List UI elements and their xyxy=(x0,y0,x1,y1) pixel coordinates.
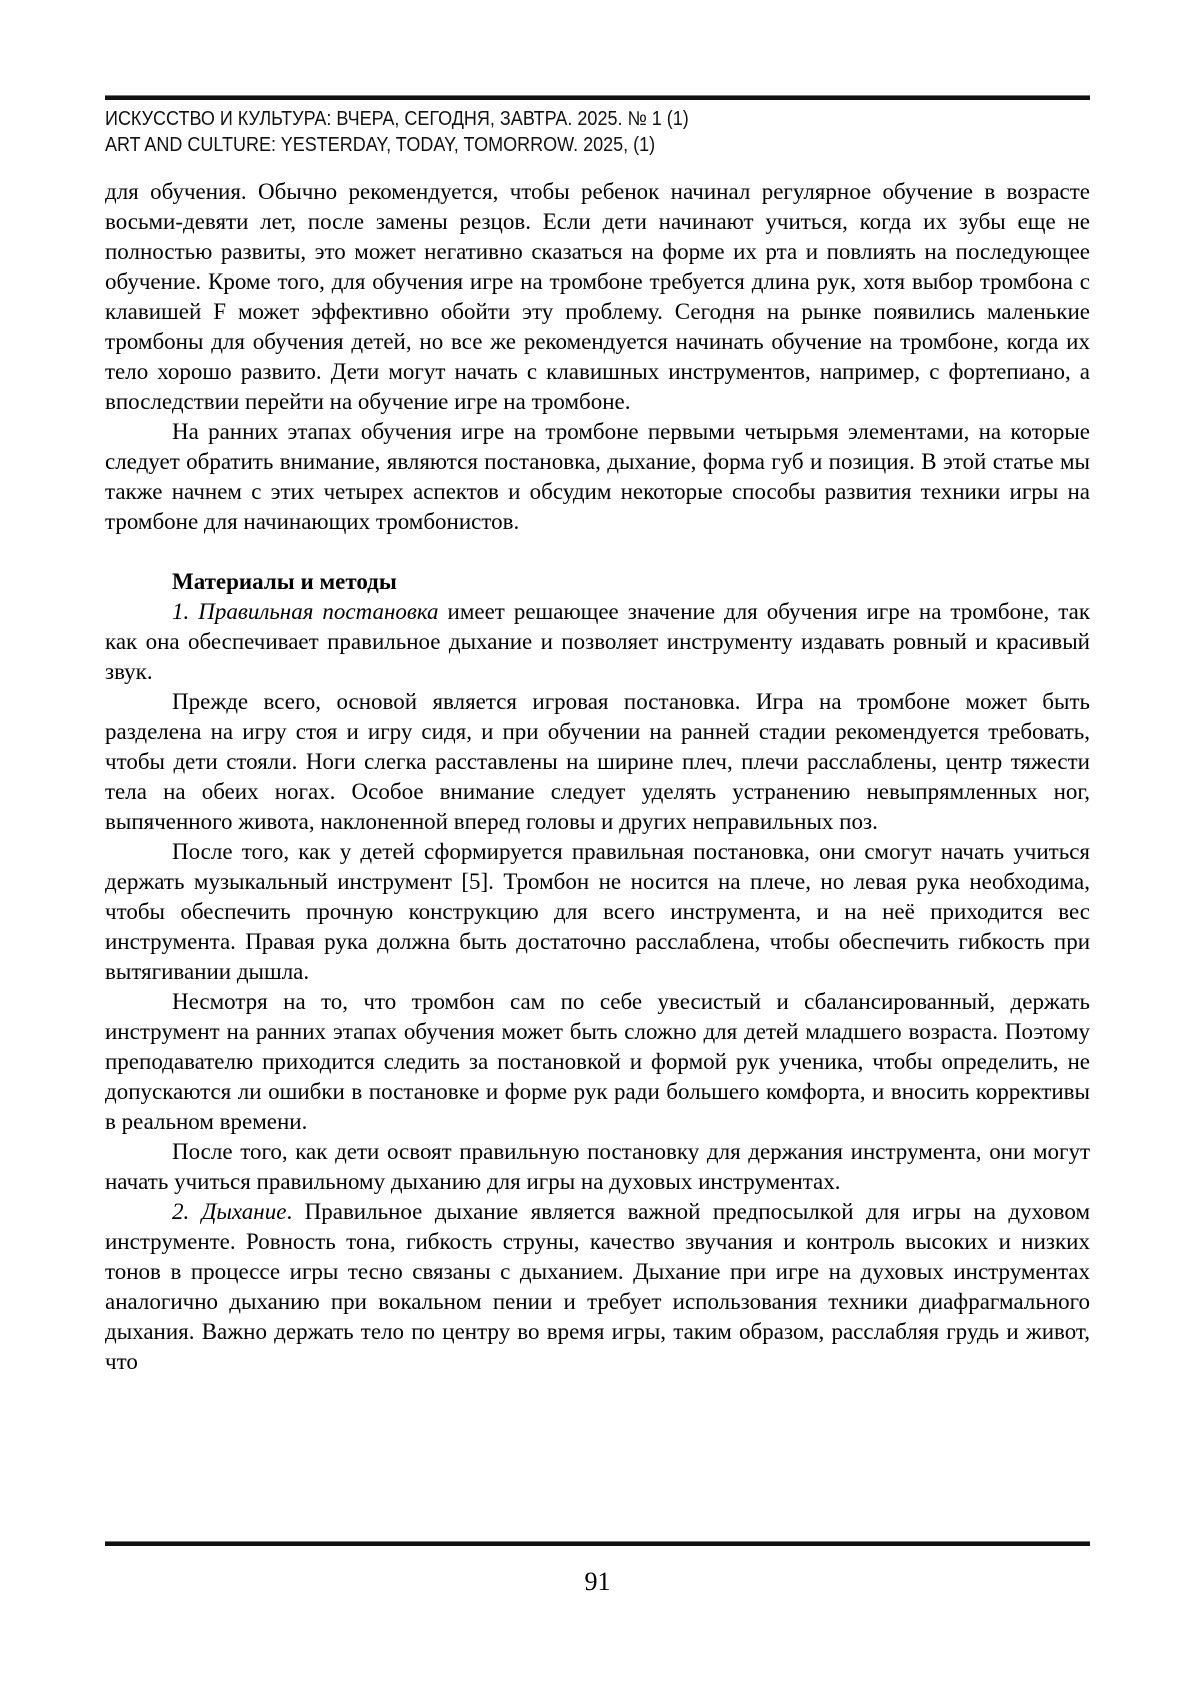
journal-header xyxy=(105,106,992,158)
text-run: для обучения. Обычно рекомендуется, чтобы ребенок начинал регулярное обучение в возрасте восьми-девяти лет, после замены резцов. Если дети начинают учиться, когда их зубы еще не полностью развиты, это может негативно сказаться на форме их рта и повлиять на последующее обучение. Кроме того, для обучения игре на тромбоне требуется длина рук, хотя выбор тромбона с клавишей F может эффективно обойти эту проблему. Сегодня на рынке появились маленькие тромбоны для обучения детей, но все же рекомендуется начинать обучение на тромбоне, когда их тело хорошо развито. Дети могут начать с клавишных инструментов, например, с фортепиано, а впоследствии перейти на обучение игре на тромбоне. xyxy=(105,179,1090,414)
footer-rule xyxy=(105,1541,1090,1546)
paragraph xyxy=(105,837,1090,987)
text-run: После того, как у детей сформируется правильная постановка, они смогут начать учиться держать музыкальный инструмент [5]. Тромбон не носится на плече, но левая рука необходима, чтобы обеспечить прочную конструкцию для всего инструмента, и на неё приходится вес инструмента. Правая рука должна быть достаточно расслаблена, чтобы обеспечить гибкость при вытягивании дышла. xyxy=(105,839,1090,984)
page-number: 91 xyxy=(584,1567,611,1596)
text-run: На ранних этапах обучения игре на тромбоне первыми четырьмя элементами, на которые следует обратить внимание, являются постановка, дыхание, форма губ и позиция. В этой статье мы также начнем с этих четырех аспектов и обсудим некоторые способы развития техники игры на тромбоне для начинающих тромбонистов. xyxy=(105,419,1090,534)
section-heading xyxy=(105,567,1090,597)
paragraph xyxy=(105,1137,1090,1197)
journal-title-en: ART AND CULTURE: YESTERDAY, TODAY, TOMORROW. 2025, (1) xyxy=(105,134,656,156)
italic-run: 1. Правильная постановка xyxy=(172,599,439,624)
text-run: Прежде всего, основой является игровая постановка. Игра на тромбоне может быть разделена на игру стоя и игру сидя, и при обучении на ранней стадии рекомендуется требовать, чтобы дети стояли. Ноги слегка расставлены на ширине плеч, плечи расслаблены, центр тяжести тела на обеих ногах. Особое внимание следует уделять устранению невыпрямленных ног, выпяченного живота, наклоненной вперед головы и других неправильных поз. xyxy=(105,689,1090,834)
italic-run: 2. Дыхание xyxy=(172,1199,287,1224)
paragraph xyxy=(105,417,1090,537)
journal-title-ru: ИСКУССТВО И КУЛЬТУРА: ВЧЕРА, СЕГОДНЯ, ЗАВТРА. 2025. № 1 (1) xyxy=(105,108,689,130)
text-run: Несмотря на то, что тромбон сам по себе увесистый и сбалансированный, держать инструмент на ранних этапах обучения может быть сложно для детей младшего возраста. Поэтому преподавателю приходится следить за постановкой и формой рук ученика, чтобы определить, не допускаются ли ошибки в постановке и форме рук ради большего комфорта, и вносить коррективы в реальном времени. xyxy=(105,989,1090,1134)
text-run: После того, как дети освоят правильную постановку для держания инструмента, они могут начать учиться правильному дыханию для игры на духовых инструментах. xyxy=(105,1139,1090,1194)
article-body xyxy=(105,177,1090,1377)
header-rule xyxy=(105,95,1090,100)
paragraph xyxy=(105,597,1090,687)
paragraph xyxy=(105,177,1090,417)
paragraph xyxy=(105,687,1090,837)
paragraph xyxy=(105,987,1090,1137)
text-run: . Правильное дыхание является важной предпосылкой для игры на духовом инструменте. Ровность тона, гибкость струны, качество звучания и контроль высоких и низких тонов в процессе игры тесно связаны с дыханием. Дыхание при игре на духовых инструментах аналогично дыханию при вокальном пении и требует использования техники диафрагмального дыхания. Важно держать тело по центру во время игры, таким образом, расслабляя грудь и живот, что xyxy=(105,1199,1090,1374)
paragraph xyxy=(105,1197,1090,1377)
text-run: Материалы и методы xyxy=(172,569,397,594)
text-run: имеет решающее значение для обучения игре на тромбоне, так как она обеспечивает правильное дыхание и позволяет инструменту издавать ровный и красивый звук. xyxy=(105,599,1090,684)
